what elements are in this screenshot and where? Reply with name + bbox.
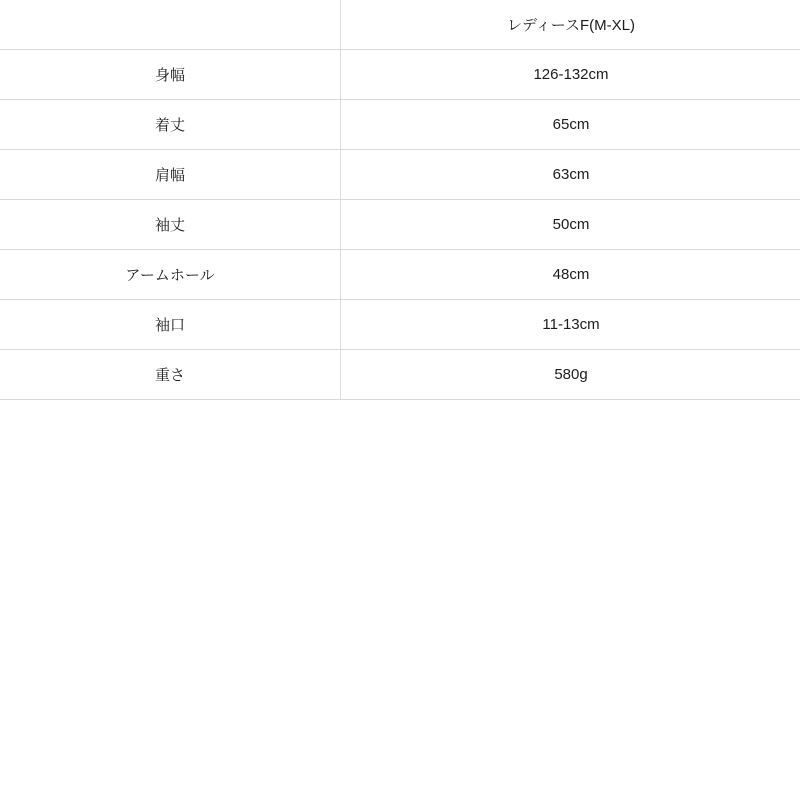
row-value: 65cm	[341, 100, 800, 150]
row-value: 63cm	[341, 150, 800, 200]
row-value: 580g	[341, 350, 800, 400]
row-label: 身幅	[0, 50, 341, 100]
table-row	[0, 350, 800, 400]
table-row	[0, 50, 800, 100]
row-label: 重さ	[0, 350, 341, 400]
table-header-row	[0, 0, 800, 50]
row-label: 着丈	[0, 100, 341, 150]
table-row	[0, 150, 800, 200]
row-value: 50cm	[341, 200, 800, 250]
table-row	[0, 300, 800, 350]
row-label: アームホール	[0, 250, 341, 300]
row-value: 48cm	[341, 250, 800, 300]
table-row	[0, 100, 800, 150]
row-value: 126-132cm	[341, 50, 800, 100]
row-label: 袖丈	[0, 200, 341, 250]
table-header-blank	[0, 0, 341, 50]
table-header-size: レディースF(M-XL)	[341, 0, 800, 50]
row-label: 袖口	[0, 300, 341, 350]
table-row	[0, 200, 800, 250]
row-value: 11-13cm	[341, 300, 800, 350]
row-label: 肩幅	[0, 150, 341, 200]
table-row	[0, 250, 800, 300]
